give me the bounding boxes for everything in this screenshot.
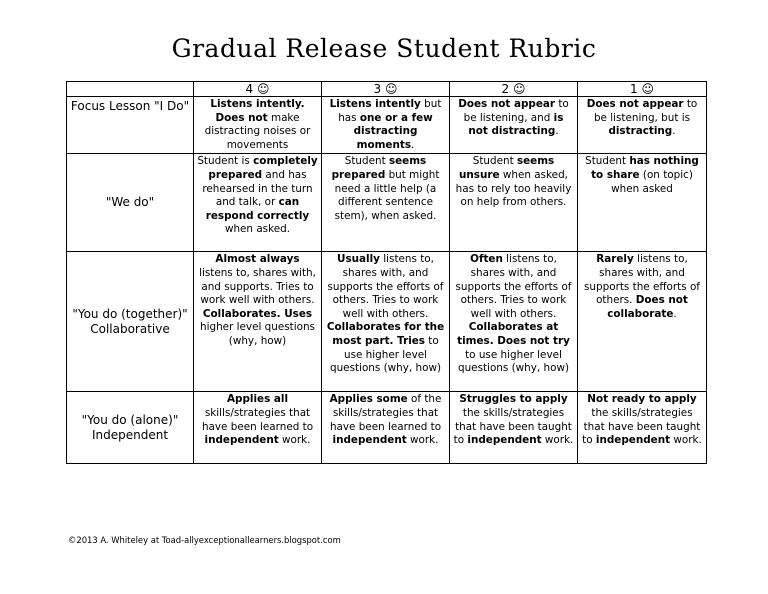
cell-text: work. bbox=[278, 434, 311, 447]
cell-text: . bbox=[673, 307, 677, 320]
header-score-2: 2 ☺ bbox=[450, 82, 578, 97]
cell-text: work. bbox=[670, 434, 702, 447]
cell-text: listens to, shares with, and supports. Tries to work well with others. bbox=[199, 266, 316, 307]
header-row bbox=[67, 82, 707, 97]
row-label-we-do: "We do" bbox=[67, 154, 194, 252]
table-row bbox=[67, 392, 707, 464]
cell-alone-4 bbox=[194, 392, 322, 464]
cell-focus-3 bbox=[322, 97, 450, 154]
header-score-1: 1 ☺ bbox=[578, 82, 707, 97]
cell-text: completely prepared bbox=[208, 155, 318, 181]
cell-text: the skills/strategies that have been taught to bbox=[582, 406, 701, 447]
cell-focus-2 bbox=[450, 97, 578, 154]
cell-text: Struggles to apply bbox=[459, 393, 568, 406]
cell-alone-2 bbox=[450, 392, 578, 464]
cell-text: . bbox=[411, 138, 415, 151]
cell-text: Student bbox=[472, 155, 517, 168]
rubric-table bbox=[66, 81, 707, 464]
cell-text: seems prepared bbox=[331, 155, 427, 181]
header-score-3: 3 ☺ bbox=[322, 82, 450, 97]
cell-together-4 bbox=[194, 252, 322, 392]
cell-we-do-3 bbox=[322, 154, 450, 252]
cell-text: independent bbox=[332, 434, 407, 447]
cell-text: Listens intently bbox=[329, 98, 421, 110]
cell-text: is not distracting bbox=[468, 111, 564, 138]
cell-text: . bbox=[555, 125, 559, 138]
cell-text: but might need a little help (a different sentence stem), when asked. bbox=[334, 168, 440, 222]
cell-alone-1 bbox=[578, 392, 707, 464]
cell-together-2 bbox=[450, 252, 578, 392]
cell-text: work. bbox=[541, 434, 574, 447]
cell-we-do-1 bbox=[578, 154, 707, 252]
cell-text: to be listening, but is bbox=[593, 98, 698, 124]
cell-text: to be listening, and bbox=[463, 98, 569, 124]
cell-text: Applies some bbox=[329, 393, 408, 406]
cell-text: but has bbox=[338, 98, 442, 124]
table-row bbox=[67, 97, 707, 154]
table-row bbox=[67, 154, 707, 252]
cell-we-do-4 bbox=[194, 154, 322, 252]
cell-text: can respond correctly bbox=[205, 196, 310, 222]
cell-text: seems unsure bbox=[459, 155, 555, 181]
cell-we-do-2 bbox=[450, 154, 578, 252]
cell-text: and has rehearsed in the turn and talk, or bbox=[202, 168, 313, 209]
cell-text: Student bbox=[344, 155, 389, 168]
cell-text: . bbox=[672, 125, 676, 138]
cell-text: listens to, shares with, and supports the efforts of others. Tries to work well with others. bbox=[455, 253, 572, 320]
cell-text: to use higher level questions (why, how) bbox=[330, 334, 441, 375]
cell-alone-3 bbox=[322, 392, 450, 464]
row-label-focus-lesson: Focus Lesson "I Do" bbox=[67, 97, 194, 154]
cell-text: one or a few distracting moments bbox=[353, 111, 433, 151]
cell-text: Student is bbox=[197, 155, 254, 168]
cell-text: Often bbox=[470, 253, 503, 266]
cell-text: (on topic) when asked bbox=[611, 168, 693, 195]
page-title: Gradual Release Student Rubric bbox=[171, 34, 597, 63]
row-label-alone: "You do (alone)" Independent bbox=[67, 392, 194, 464]
cell-text: Collaborates for the most part. Tries bbox=[326, 321, 445, 347]
cell-text: the skills/strategies that have been taught to bbox=[453, 406, 572, 447]
cell-text: Not ready to apply bbox=[587, 393, 697, 406]
cell-text: has nothing to share bbox=[591, 155, 699, 181]
cell-text: Does not bbox=[215, 111, 268, 124]
cell-together-1 bbox=[578, 252, 707, 392]
cell-text: independent bbox=[595, 434, 671, 447]
cell-text: higher level questions (why, how) bbox=[200, 321, 315, 347]
cell-text: listens to, shares with, and supports the efforts of others. Tries to work well with others. bbox=[327, 253, 444, 320]
cell-text: Does not appear bbox=[586, 98, 684, 110]
copyright-footer: ©2013 A. Whiteley at Toad-allyexceptionallearners.blogspot.com bbox=[68, 535, 341, 545]
cell-text: Does not appear bbox=[458, 98, 556, 110]
cell-text: of the skills/strategies that have been learned to bbox=[329, 393, 442, 433]
cell-focus-4 bbox=[194, 97, 322, 154]
cell-text: skills/strategies that have been learned to bbox=[201, 406, 314, 433]
cell-text: work. bbox=[406, 434, 439, 447]
cell-text: when asked, has to rely too heavily on help from others. bbox=[455, 168, 572, 209]
cell-text: Usually bbox=[337, 253, 380, 266]
cell-text: to use higher level questions (why, how) bbox=[458, 348, 569, 375]
cell-text: Almost always bbox=[215, 253, 300, 266]
cell-text: Collaborates. Uses bbox=[202, 307, 313, 320]
cell-text: when asked. bbox=[224, 223, 291, 236]
header-blank bbox=[67, 82, 194, 97]
cell-text: Collaborates at times. Does not try bbox=[457, 321, 570, 347]
cell-text: Applies all bbox=[226, 393, 289, 406]
cell-together-3 bbox=[322, 252, 450, 392]
cell-text: Listens intently. bbox=[210, 98, 305, 110]
cell-text: Rarely bbox=[596, 253, 634, 266]
cell-text: independent bbox=[204, 434, 279, 447]
cell-text: make distracting noises or movements bbox=[204, 111, 311, 151]
header-score-4: 4 ☺ bbox=[194, 82, 322, 97]
cell-text: distracting bbox=[608, 125, 673, 138]
cell-text: Student bbox=[585, 155, 630, 168]
row-label-together: "You do (together)" Collaborative bbox=[67, 252, 194, 392]
cell-text: listens to, shares with, and supports the efforts of others. bbox=[584, 253, 700, 307]
cell-text: Does not collaborate bbox=[607, 294, 688, 320]
cell-text: independent bbox=[467, 434, 542, 447]
cell-focus-1 bbox=[578, 97, 707, 154]
table-row bbox=[67, 252, 707, 392]
